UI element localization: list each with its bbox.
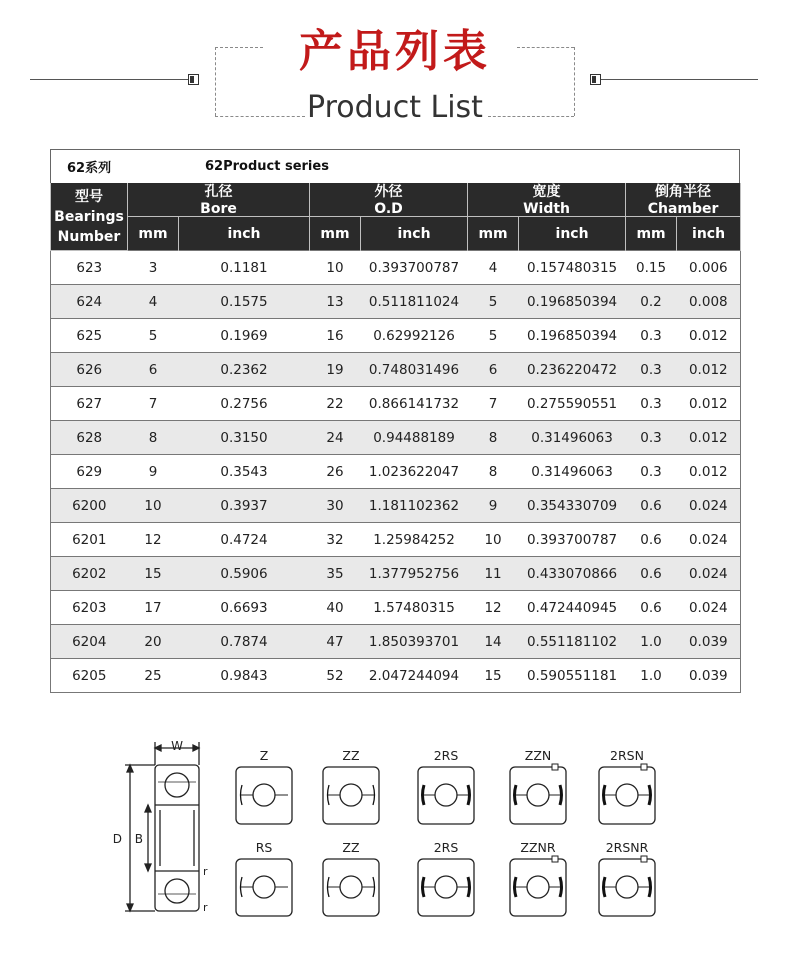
table-row [51, 353, 741, 387]
seal-diagram [323, 840, 379, 916]
od-mm-cell: 10 [310, 251, 361, 285]
table-row [51, 557, 741, 591]
seal-diagram [510, 748, 566, 824]
width-mm-cell: 5 [468, 285, 519, 319]
ball-icon [527, 876, 549, 898]
seal-icon [423, 877, 425, 897]
seal-diagram [236, 748, 292, 824]
page-title-english: Product List [307, 90, 483, 125]
right-frame-bottom [488, 116, 574, 117]
seal-icon [468, 785, 470, 805]
od-inch-cell: 1.377952756 [361, 557, 468, 591]
width-inch-cell: 0.196850394 [519, 285, 626, 319]
width-mm-cell: 8 [468, 455, 519, 489]
width-inch-header: inch [519, 217, 626, 251]
bore-inch-cell: 0.1969 [179, 319, 310, 353]
width-inch-cell: 0.275590551 [519, 387, 626, 421]
width-inch-cell: 0.31496063 [519, 421, 626, 455]
seal-diagram [510, 840, 566, 916]
seal-type-label: Z [259, 748, 269, 763]
bearing-number-cell: 6202 [51, 557, 128, 591]
bore-mm-cell: 20 [128, 625, 179, 659]
seal-type-label: ZZN [524, 748, 552, 763]
chamber-inch-cell: 0.039 [677, 659, 741, 693]
seal-type-label: ZZ [342, 748, 360, 763]
bore-group-header [128, 183, 310, 217]
bearing-cross-section [125, 742, 199, 911]
seal-type-label: ZZ [342, 840, 360, 855]
chamber-mm-cell: 0.3 [626, 319, 677, 353]
right-frame-side [574, 47, 575, 116]
chamber-inch-cell: 0.012 [677, 387, 741, 421]
width-mm-cell: 10 [468, 523, 519, 557]
chamber-group-header [626, 183, 741, 217]
bore-inch-cell: 0.6693 [179, 591, 310, 625]
dim-r1-label: r [203, 865, 208, 878]
chamber-mm-cell: 0.6 [626, 591, 677, 625]
ball-icon [253, 876, 275, 898]
series-label: 62系列 [67, 161, 112, 176]
chamber-inch-cell: 0.024 [677, 591, 741, 625]
seal-icon [515, 785, 517, 805]
seal-type-diagrams [236, 748, 655, 916]
width-mm-cell: 14 [468, 625, 519, 659]
page-title-chinese: 产品列表 [299, 26, 491, 77]
right-frame-top [517, 47, 574, 48]
seal-icon [604, 785, 606, 805]
chamber-header-en: Chamber [647, 201, 719, 216]
dim-w-label: W [171, 739, 183, 753]
width-inch-cell: 0.354330709 [519, 489, 626, 523]
bore-mm-cell: 12 [128, 523, 179, 557]
chamber-header-zh: 倒角半径 [655, 184, 712, 200]
width-inch-cell: 0.393700787 [519, 523, 626, 557]
bore-inch-cell: 0.3543 [179, 455, 310, 489]
width-mm-cell: 8 [468, 421, 519, 455]
od-mm-cell: 22 [310, 387, 361, 421]
product-table-container [50, 149, 740, 693]
ball-icon [435, 876, 457, 898]
chamber-inch-cell: 0.012 [677, 319, 741, 353]
bearing-header-en2: Number [57, 228, 121, 245]
chamber-mm-cell: 0.3 [626, 387, 677, 421]
od-header-zh: 外径 [374, 184, 403, 200]
od-inch-cell: 0.393700787 [361, 251, 468, 285]
right-rule [601, 79, 758, 80]
bore-inch-header: inch [179, 217, 310, 251]
chamber-mm-cell: 0.6 [626, 523, 677, 557]
table-row [51, 591, 741, 625]
chamber-inch-cell: 0.008 [677, 285, 741, 319]
seal-icon [423, 785, 425, 805]
ball-icon [253, 784, 275, 806]
ball-icon [527, 784, 549, 806]
width-inch-cell: 0.157480315 [519, 251, 626, 285]
od-inch-cell: 1.57480315 [361, 591, 468, 625]
od-mm-cell: 30 [310, 489, 361, 523]
chamber-inch-cell: 0.039 [677, 625, 741, 659]
seal-icon [560, 877, 562, 897]
bearing-number-cell: 628 [51, 421, 128, 455]
od-inch-cell: 1.25984252 [361, 523, 468, 557]
bore-mm-cell: 17 [128, 591, 179, 625]
bearing-header-en1: Bearings [54, 208, 124, 225]
bore-inch-cell: 0.3150 [179, 421, 310, 455]
bearing-number-cell: 626 [51, 353, 128, 387]
seal-diagram [323, 748, 379, 824]
bore-mm-cell: 4 [128, 285, 179, 319]
bore-header-en: Bore [200, 201, 237, 216]
bearing-number-cell: 624 [51, 285, 128, 319]
width-inch-cell: 0.433070866 [519, 557, 626, 591]
seal-icon [604, 877, 606, 897]
seal-type-label: 2RS [433, 748, 459, 763]
bearing-number-cell: 6205 [51, 659, 128, 693]
right-rule-knob-icon [590, 74, 601, 85]
chamber-inch-cell: 0.012 [677, 455, 741, 489]
od-inch-cell: 2.047244094 [361, 659, 468, 693]
bore-inch-cell: 0.5906 [179, 557, 310, 591]
od-inch-cell: 1.850393701 [361, 625, 468, 659]
od-mm-cell: 40 [310, 591, 361, 625]
table-row [51, 387, 741, 421]
series-name: 62Product series [205, 159, 329, 174]
seal-diagram [418, 840, 474, 916]
od-mm-cell: 35 [310, 557, 361, 591]
snap-ring-groove-icon [641, 764, 647, 770]
bore-inch-cell: 0.3937 [179, 489, 310, 523]
chamber-inch-cell: 0.024 [677, 489, 741, 523]
width-header-zh: 宽度 [532, 184, 561, 200]
bearing-number-cell: 6204 [51, 625, 128, 659]
bore-inch-cell: 0.4724 [179, 523, 310, 557]
bore-inch-cell: 0.2362 [179, 353, 310, 387]
table-row [51, 421, 741, 455]
chamber-mm-cell: 0.15 [626, 251, 677, 285]
bore-mm-cell: 9 [128, 455, 179, 489]
table-row [51, 625, 741, 659]
chamber-inch-cell: 0.024 [677, 557, 741, 591]
table-row [51, 489, 741, 523]
chamber-inch-cell: 0.012 [677, 421, 741, 455]
chamber-inch-header: inch [677, 217, 741, 251]
width-mm-cell: 9 [468, 489, 519, 523]
bearing-number-cell: 623 [51, 251, 128, 285]
od-header-en: O.D [374, 201, 403, 216]
left-frame-bottom [215, 116, 305, 117]
od-mm-cell: 26 [310, 455, 361, 489]
od-inch-cell: 1.023622047 [361, 455, 468, 489]
bore-inch-cell: 0.7874 [179, 625, 310, 659]
seal-type-label: 2RSN [610, 748, 644, 763]
bore-mm-cell: 8 [128, 421, 179, 455]
width-inch-cell: 0.472440945 [519, 591, 626, 625]
od-inch-cell: 0.748031496 [361, 353, 468, 387]
bore-mm-cell: 3 [128, 251, 179, 285]
chamber-mm-header: mm [626, 217, 677, 251]
od-mm-cell: 47 [310, 625, 361, 659]
od-mm-cell: 13 [310, 285, 361, 319]
seal-type-label: 2RSNR [605, 840, 649, 855]
seal-icon [515, 877, 517, 897]
bore-mm-cell: 6 [128, 353, 179, 387]
od-group-header [310, 183, 468, 217]
bore-mm-cell: 7 [128, 387, 179, 421]
table-row [51, 523, 741, 557]
bore-inch-cell: 0.2756 [179, 387, 310, 421]
chamber-mm-cell: 1.0 [626, 625, 677, 659]
width-group-header [468, 183, 626, 217]
bearing-number-cell: 629 [51, 455, 128, 489]
bore-inch-cell: 0.1575 [179, 285, 310, 319]
seal-type-label: ZZNR [520, 840, 556, 855]
left-frame-top [215, 47, 263, 48]
seal-diagram [599, 840, 655, 916]
chamber-mm-cell: 0.2 [626, 285, 677, 319]
series-row [50, 149, 740, 183]
bore-mm-cell: 10 [128, 489, 179, 523]
chamber-mm-cell: 0.6 [626, 557, 677, 591]
snap-ring-groove-icon [552, 764, 558, 770]
ball-icon [616, 784, 638, 806]
width-mm-cell: 4 [468, 251, 519, 285]
od-inch-cell: 0.62992126 [361, 319, 468, 353]
bearing-number-cell: 625 [51, 319, 128, 353]
bearing-header-zh: 型号 [75, 188, 103, 205]
od-mm-cell: 52 [310, 659, 361, 693]
od-mm-cell: 16 [310, 319, 361, 353]
ball-icon [340, 784, 362, 806]
left-rule-knob-icon [188, 74, 199, 85]
seal-type-label: 2RS [433, 840, 459, 855]
od-inch-header: inch [361, 217, 468, 251]
width-inch-cell: 0.31496063 [519, 455, 626, 489]
chamber-mm-cell: 0.3 [626, 455, 677, 489]
bearing-number-cell: 627 [51, 387, 128, 421]
od-mm-cell: 24 [310, 421, 361, 455]
left-rule [30, 79, 188, 80]
chamber-mm-cell: 0.3 [626, 353, 677, 387]
od-inch-cell: 0.511811024 [361, 285, 468, 319]
seal-type-label: RS [255, 840, 273, 855]
bearing-number-header [51, 183, 128, 251]
snap-ring-groove-icon [641, 856, 647, 862]
width-mm-cell: 7 [468, 387, 519, 421]
width-inch-cell: 0.236220472 [519, 353, 626, 387]
width-inch-cell: 0.196850394 [519, 319, 626, 353]
table-body [51, 251, 741, 693]
od-inch-cell: 1.181102362 [361, 489, 468, 523]
ball-icon [435, 784, 457, 806]
bearing-number-cell: 6203 [51, 591, 128, 625]
chamber-mm-cell: 0.6 [626, 489, 677, 523]
bore-inch-cell: 0.1181 [179, 251, 310, 285]
table-row [51, 285, 741, 319]
seal-icon [468, 877, 470, 897]
chamber-inch-cell: 0.024 [677, 523, 741, 557]
seal-diagram [236, 840, 292, 916]
od-inch-cell: 0.866141732 [361, 387, 468, 421]
seal-icon [649, 785, 651, 805]
width-mm-cell: 6 [468, 353, 519, 387]
width-mm-header: mm [468, 217, 519, 251]
bearing-diagrams [0, 730, 790, 960]
od-mm-cell: 32 [310, 523, 361, 557]
od-mm-cell: 19 [310, 353, 361, 387]
width-mm-cell: 12 [468, 591, 519, 625]
ball-icon [340, 876, 362, 898]
chamber-mm-cell: 0.3 [626, 421, 677, 455]
seal-icon [560, 785, 562, 805]
snap-ring-groove-icon [552, 856, 558, 862]
width-mm-cell: 15 [468, 659, 519, 693]
bore-inch-cell: 0.9843 [179, 659, 310, 693]
bore-mm-cell: 25 [128, 659, 179, 693]
width-header-en: Width [523, 201, 570, 216]
bore-mm-header: mm [128, 217, 179, 251]
dim-r2-label: r [203, 901, 208, 914]
seal-diagram [418, 748, 474, 824]
table-row [51, 455, 741, 489]
table-row [51, 319, 741, 353]
table-row [51, 659, 741, 693]
bearing-number-cell: 6201 [51, 523, 128, 557]
od-mm-header: mm [310, 217, 361, 251]
width-inch-cell: 0.590551181 [519, 659, 626, 693]
chamber-inch-cell: 0.006 [677, 251, 741, 285]
dim-d-label: D [112, 832, 122, 846]
width-mm-cell: 5 [468, 319, 519, 353]
ball-icon [616, 876, 638, 898]
chamber-inch-cell: 0.012 [677, 353, 741, 387]
seal-diagram [599, 748, 655, 824]
table-row [51, 251, 741, 285]
bearing-number-cell: 6200 [51, 489, 128, 523]
bore-header-zh: 孔径 [204, 184, 233, 200]
seal-icon [649, 877, 651, 897]
chamber-mm-cell: 1.0 [626, 659, 677, 693]
width-inch-cell: 0.551181102 [519, 625, 626, 659]
bore-mm-cell: 5 [128, 319, 179, 353]
width-mm-cell: 11 [468, 557, 519, 591]
bore-mm-cell: 15 [128, 557, 179, 591]
od-inch-cell: 0.94488189 [361, 421, 468, 455]
left-frame-side [215, 47, 216, 116]
dim-b-label: B [134, 832, 143, 846]
product-table [50, 183, 741, 693]
